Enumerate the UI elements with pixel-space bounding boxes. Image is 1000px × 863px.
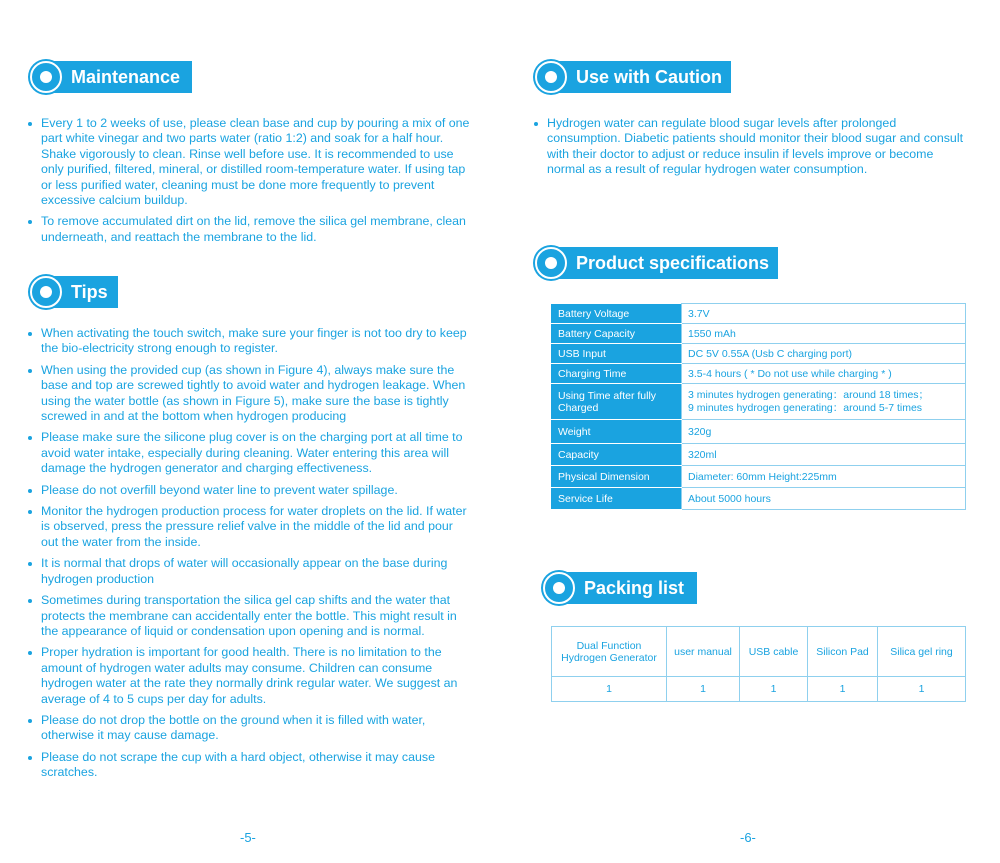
spec-value: 3.7V	[682, 304, 966, 324]
maintenance-heading	[30, 61, 192, 93]
spec-label: USB Input	[552, 344, 682, 364]
spec-label: Charging Time	[552, 364, 682, 384]
list-item: Every 1 to 2 weeks of use, please clean base and cup by pouring a mix of one part white vinegar and two parts water (ratio 1:2) and soak for a half hour. Shake vigorously to clean. Rinse well before use. It is recommended to use only purified, filtered, mineral, or distilled room-temperature water. If using tap or less purified water, cleaning must be done more frequently to prevent excessive calcium buildup.	[28, 116, 473, 208]
spec-value: 320g	[682, 420, 966, 444]
spec-label: Battery Voltage	[552, 304, 682, 324]
tips-title: Tips	[71, 281, 108, 302]
packing-item-qty: 1	[808, 677, 878, 702]
tips-heading	[30, 276, 120, 308]
spec-label: Service Life	[552, 488, 682, 510]
tips-list	[28, 326, 473, 787]
bullet-circle-icon	[30, 61, 62, 93]
list-item: Please do not scrape the cup with a hard object, otherwise it may cause scratches.	[28, 750, 473, 781]
list-item: Please do not overfill beyond water line to prevent water spillage.	[28, 483, 473, 498]
table-row	[552, 384, 966, 420]
packing-item-qty: 1	[667, 677, 740, 702]
spec-value: 3.5-4 hours ( * Do not use while charging * )	[682, 364, 966, 384]
table-row	[552, 444, 966, 466]
caution-title: Use with Caution	[576, 66, 723, 87]
packing-title: Packing list	[584, 577, 685, 598]
packing-item-name: user manual	[667, 627, 740, 677]
table-row	[552, 324, 966, 344]
packing-item-name: Silica gel ring	[878, 627, 966, 677]
spec-value: Diameter: 60mm Height:225mm	[682, 466, 966, 488]
spec-value: 320ml	[682, 444, 966, 466]
table-row	[552, 304, 966, 324]
list-item: It is normal that drops of water will occasionally appear on the base during hydrogen production	[28, 556, 473, 587]
packing-table	[551, 626, 966, 702]
spec-value: 3 minutes hydrogen generating：around 18 times； 9 minutes hydrogen generating：around 5-7 times	[682, 384, 966, 420]
specs-heading	[535, 247, 781, 279]
table-row	[552, 677, 966, 702]
spec-label: Battery Capacity	[552, 324, 682, 344]
bullet-circle-icon	[30, 276, 62, 308]
bullet-circle-icon	[543, 572, 575, 604]
list-item: Proper hydration is important for good health. There is no limitation to the amount of hydrogen water adults may consume. Children can consume hydrogen water at the rate they normally drink regular water. We suggest an average of 4 to 5 cups per day for adults.	[28, 645, 473, 707]
page-number: -6-	[740, 830, 756, 845]
list-item: Sometimes during transportation the silica gel cap shifts and the water that protects the membrane can accidentally enter the bottle. This might result in the appearance of liquid or condensation upon opening and is normal.	[28, 593, 473, 639]
table-row	[552, 364, 966, 384]
list-item: Please make sure the silicone plug cover is on the charging port at all time to avoid water intake, especially during cleaning. Water entering this area will damage the hydrogen generator and charging effectiveness.	[28, 430, 473, 476]
packing-heading	[543, 572, 696, 604]
table-row	[552, 466, 966, 488]
spec-label: Capacity	[552, 444, 682, 466]
specs-title: Product specifications	[576, 252, 770, 273]
bullet-circle-icon	[535, 61, 567, 93]
caution-list	[534, 116, 964, 184]
list-item: Hydrogen water can regulate blood sugar levels after prolonged consumption. Diabetic patients should monitor their blood sugar and consult with their doctor to adjust or reduce insulin if levels improve or become normal as a result of regular hydrogen water consumption.	[534, 116, 964, 178]
packing-item-name: Dual Function Hydrogen Generator	[552, 627, 667, 677]
list-item: To remove accumulated dirt on the lid, remove the silica gel membrane, clean underneath, and reattach the membrane to the lid.	[28, 214, 473, 245]
packing-item-name: USB cable	[740, 627, 808, 677]
table-row	[552, 344, 966, 364]
page-number: -5-	[240, 830, 256, 845]
spec-value: DC 5V 0.55A (Usb C charging port)	[682, 344, 966, 364]
packing-item-qty: 1	[740, 677, 808, 702]
maintenance-list	[28, 116, 473, 251]
list-item: When using the provided cup (as shown in Figure 4), always make sure the base and top are screwed tightly to avoid water and hydrogen leakage. When using the water bottle (as shown in Figure 5), make sure the base is tightly screwed in and at the bottom when hydrogen producing	[28, 363, 473, 425]
spec-value: 1550 mAh	[682, 324, 966, 344]
spec-label: Weight	[552, 420, 682, 444]
list-item: Monitor the hydrogen production process for water droplets on the lid. If water is observed, press the pressure relief valve in the middle of the lid and pour out the water from the inside.	[28, 504, 473, 550]
bullet-circle-icon	[535, 247, 567, 279]
table-row	[552, 627, 966, 677]
table-row	[552, 420, 966, 444]
table-row	[552, 488, 966, 510]
caution-heading	[535, 61, 734, 93]
packing-item-qty: 1	[552, 677, 667, 702]
list-item: When activating the touch switch, make sure your finger is not too dry to keep the bio-electricity strong enough to register.	[28, 326, 473, 357]
packing-item-qty: 1	[878, 677, 966, 702]
list-item: Please do not drop the bottle on the ground when it is filled with water, otherwise it may cause damage.	[28, 713, 473, 744]
spec-table	[551, 303, 966, 510]
spec-value: About 5000 hours	[682, 488, 966, 510]
packing-item-name: Silicon Pad	[808, 627, 878, 677]
maintenance-title: Maintenance	[71, 66, 181, 87]
spec-label: Physical Dimension	[552, 466, 682, 488]
spec-label: Using Time after fully Charged	[552, 384, 682, 420]
